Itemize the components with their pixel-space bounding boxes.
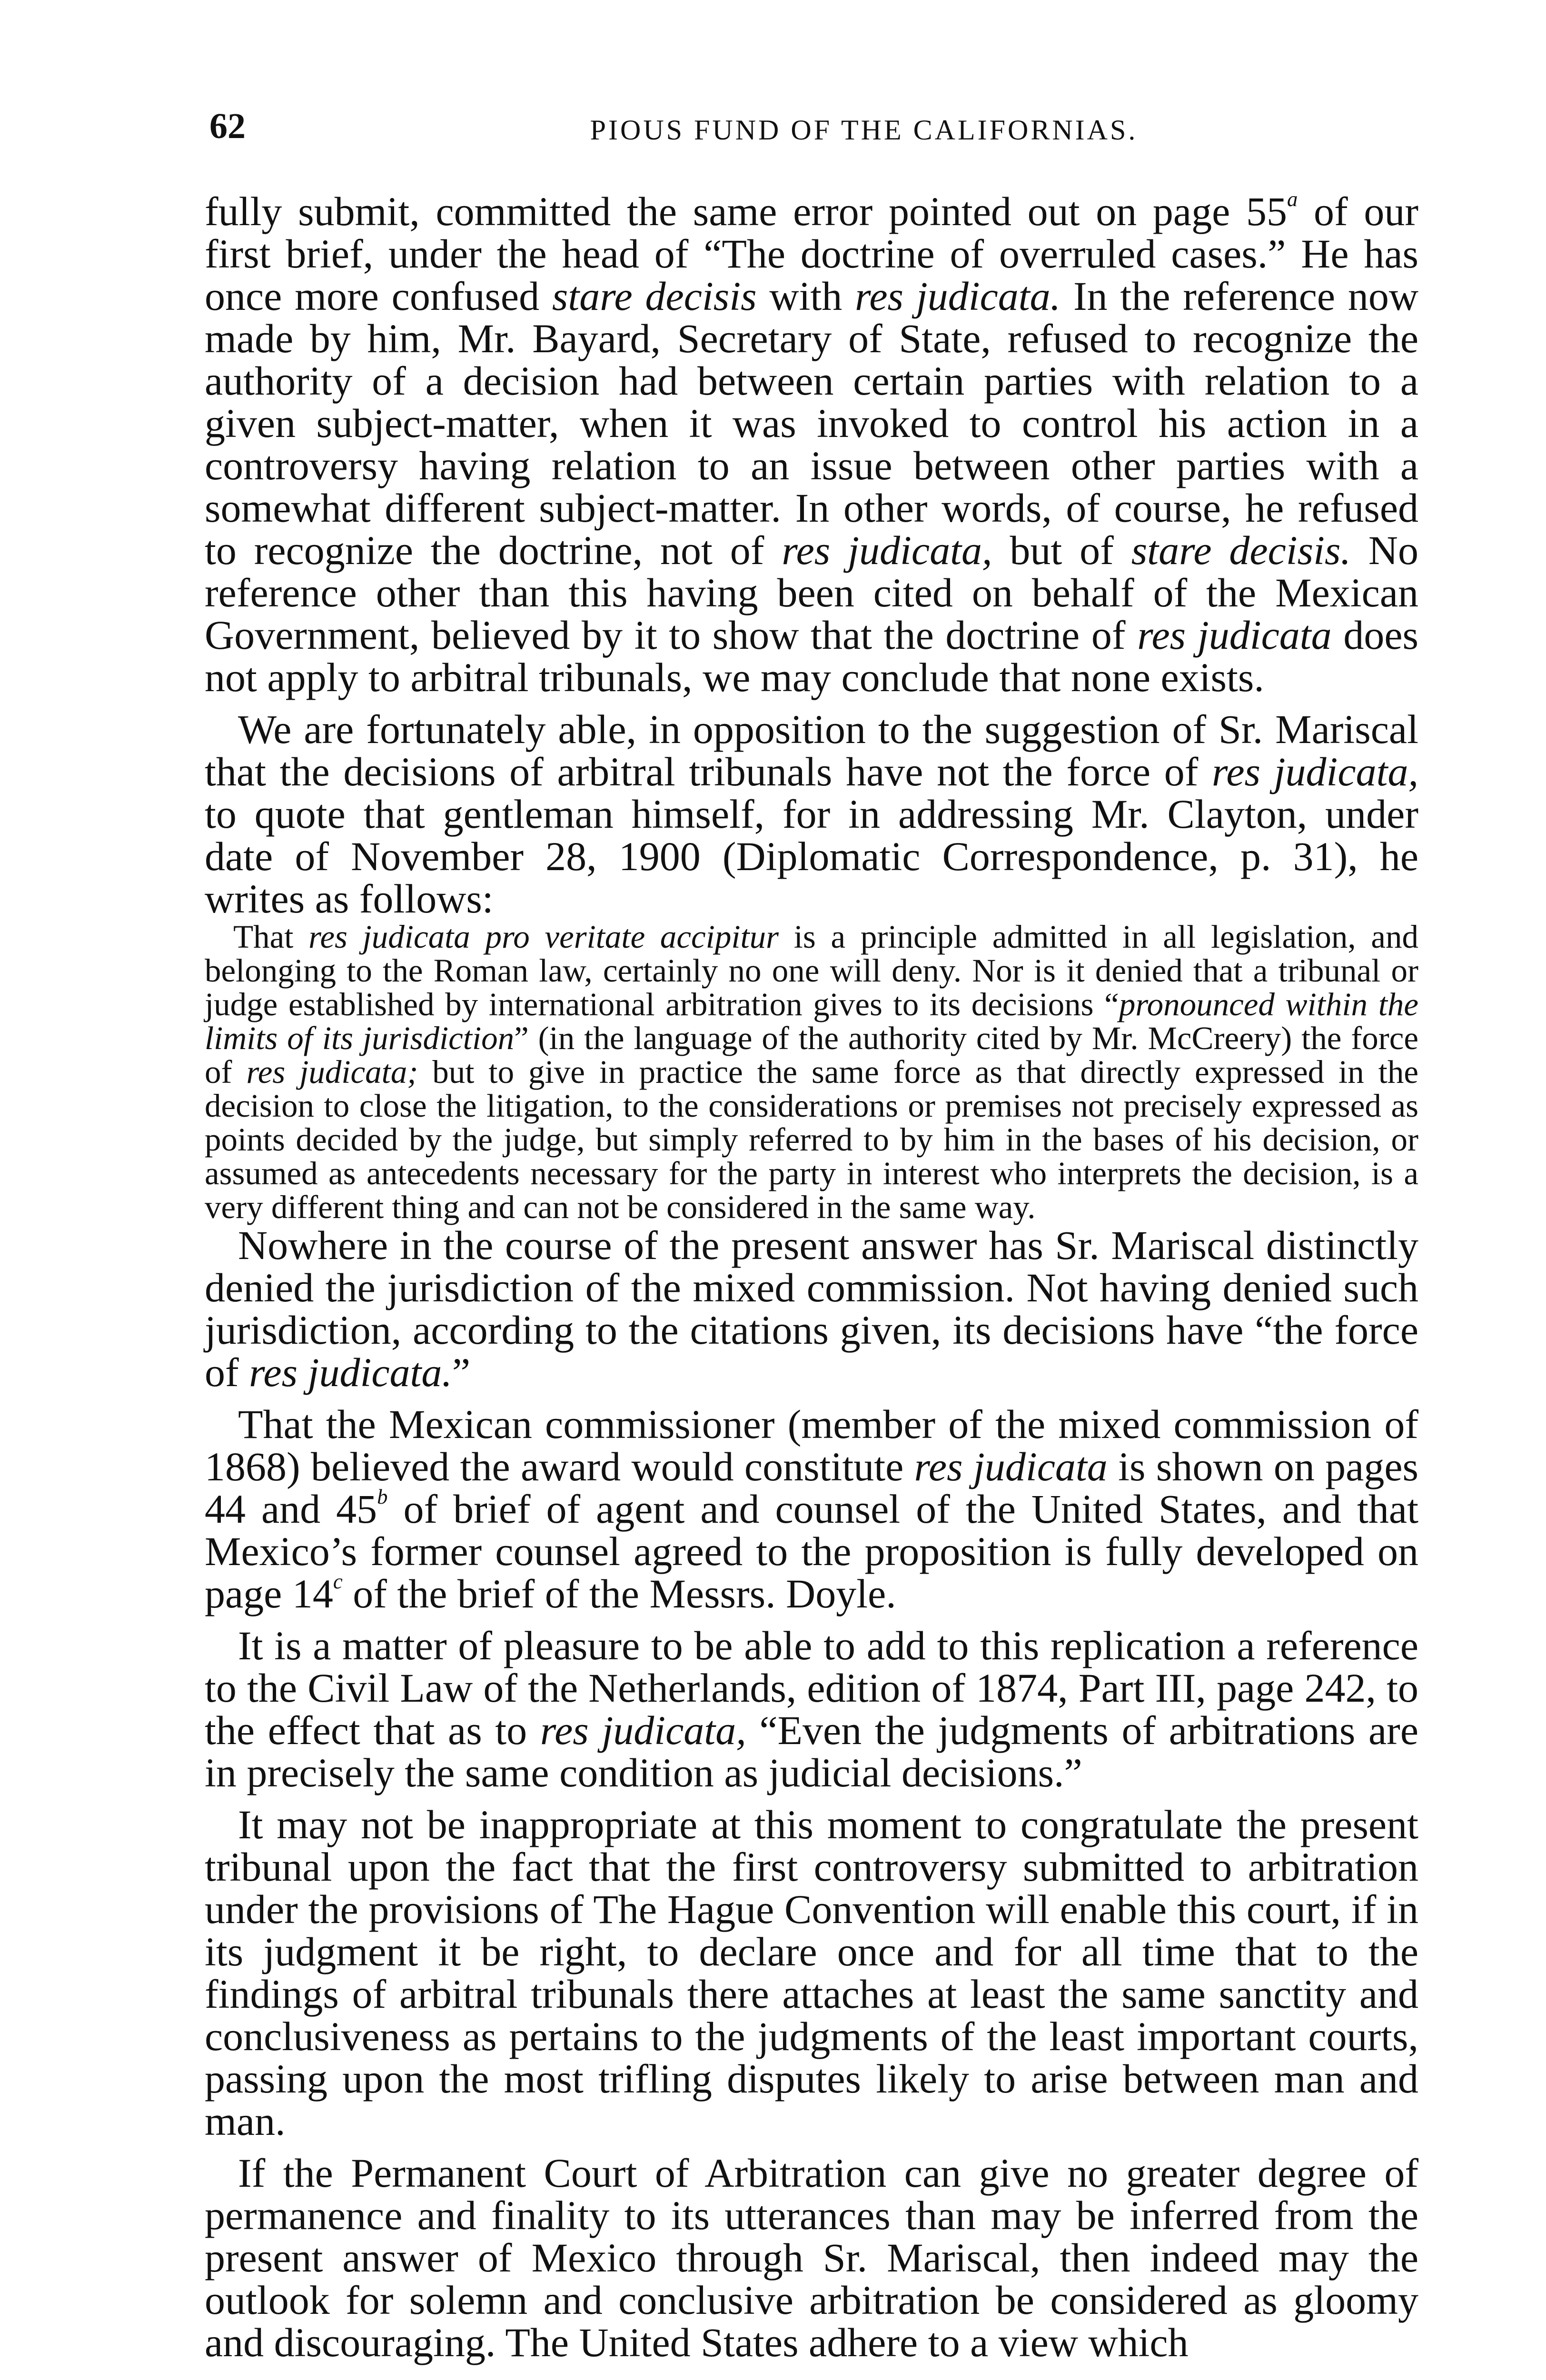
running-title: PIOUS FUND OF THE CALIFORNIAS. xyxy=(590,114,1138,146)
italic-term: res judicata xyxy=(1137,612,1332,658)
italic-term: pronounced within the limits of its jurisdiction xyxy=(205,986,1418,1056)
paragraph: fully submit, committed the same error pointed out on page 55$^a$ of our first brief, under the head of “The doctrine of overruled cases.” He has once more confused stare decisis with res judicata. In the reference now made by him, Mr. Bayard, Secretary of State, refused to recognize the authority of a decision had between certain parties with relation to a given subject-matter, when it was invoked to control his action in a controversy having relation to an issue between other parties with a somewhat different subject-matter. In other words, of course, he refused to recognize the doctrine, not of res judicata, but of stare decisis. No reference other than this having been cited on behalf of the Mexican Government, believed by it to show that the doctrine of res judicata does not apply to arbitral tribunals, we may conclude that none exists. xyxy=(205,187,1418,700)
footnote-reference: a xyxy=(1287,187,1298,211)
italic-term: res judicata; xyxy=(246,1054,418,1090)
page-header xyxy=(209,102,1442,159)
paragraph: That the Mexican commissioner (member of the mixed commission of 1868) believed the award would constitute res judicata is shown on pages 44 and 45$^b$ of brief of agent and counsel of the United States, and that Mexico’s former counsel agreed to the proposition is fully developed on page 14$^c$ of the brief of the Messrs. Doyle. xyxy=(205,1401,1419,1616)
paragraph: If the Permanent Court of Arbitration can give no greater degree of permanence and finality to its utterances than may be inferred from the present answer of Mexico through Sr. Mariscal, then indeed may the outlook for solemn and conclusive arbitration be considered as gloomy and discouraging. The United States adhere to a view which xyxy=(205,2150,1418,2365)
paragraph: It may not be inappropriate at this moment to congratulate the present tribunal upon the fact that the first controversy submitted to arbitration under the provisions of The Hague Convention will enable this court, if in its judgment it be right, to declare once and for all time that to the findings of arbitral tribunals there attaches at least the same sanctity and conclusiveness as pertains to the judgments of the least important courts, passing upon the most trifling disputes likely to arise between man and man. xyxy=(205,1802,1418,2144)
footnote-reference: b xyxy=(377,1484,388,1508)
italic-term: res judicata. xyxy=(249,1349,452,1395)
italic-term: res judicata. xyxy=(855,273,1061,319)
block-quote: That res judicata pro veritate accipitur is a principle admitted in all legislation, and belonging to the Roman law, certainly no one will deny. Nor is it denied that a tribunal or judge established by international arbitration gives to its decisions “pronounced within the limits of its jurisdiction” (in the language of the authority cited by Mr. McCreery) the force of res judicata; but to give in practice the same force as that directly expressed in the decision to close the litigation, to the considerations or premises not precisely expressed as points decided by the judge, but simply referred to by him in the bases of his decision, or assumed as antecedents necessary for the party in interest who interprets the decision, is a very different thing and can not be considered in the same way. xyxy=(205,919,1418,1225)
italic-term: res judicata, xyxy=(782,527,992,573)
paragraph: We are fortunately able, in opposition to the suggestion of Sr. Mariscal that the decisions of arbitral tribunals have not the force of res judicata, to quote that gentleman himself, for in addressing Mr. Clayton, under date of November 28, 1900 (Diplomatic Correspondence, p. 31), he writes as follows: xyxy=(205,706,1418,922)
italic-term: res judicata xyxy=(914,1444,1108,1489)
italic-term: res judicata pro veritate accipitur xyxy=(308,919,779,955)
footnote-reference: c xyxy=(333,1569,343,1593)
italic-term: stare decisis xyxy=(552,273,757,319)
paragraph: Nowhere in the course of the present answer has Sr. Mariscal distinctly denied the jurisdiction of the mixed commission. Not having denied such jurisdiction, according to the citations given, its decisions have “the force of res judicata.” xyxy=(205,1222,1418,1395)
italic-term: res judicata, xyxy=(540,1707,746,1753)
body-text xyxy=(205,187,1419,2365)
italic-term: res judicata, xyxy=(1212,749,1418,794)
page-number: 62 xyxy=(209,106,246,146)
paragraph: It is a matter of pleasure to be able to add to this replication a reference to the Civil Law of the Netherlands, edition of 1874, Part III, page 242, to the effect that as to res judicata, “Even the judgments of arbitrations are in precisely the same condition as judicial decisions.” xyxy=(205,1623,1418,1795)
italic-term: stare decisis. xyxy=(1131,527,1351,573)
